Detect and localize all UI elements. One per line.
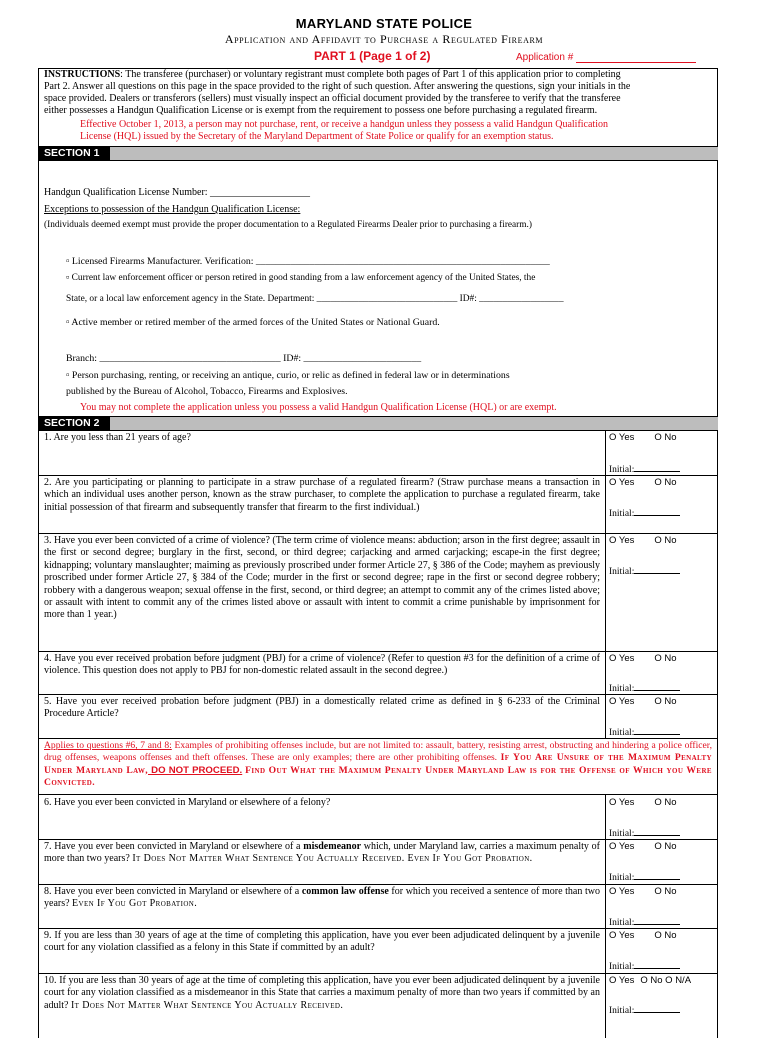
initial-label: Initial: [609, 873, 635, 883]
question-10: 10. If you are less than 30 years of age at the time of completing this application, have you ever been adjudicated delinquent by a juvenile court for any violation classified as a misdemeanor in this State that carries a maximum penalty of more than two years if committed by an adult? It Does Not Matter What Sentence You Actually Received. [44, 975, 600, 1011]
part-indicator: PART 1 (Page 1 of 2) [314, 49, 431, 63]
question-8-initial[interactable] [609, 916, 680, 928]
row-divider [38, 928, 718, 929]
hql-warning: You may not complete the application unless you possess a valid Handgun Qualification License (HQL) or are exempt. [80, 402, 557, 413]
question-10-options[interactable] [609, 975, 691, 986]
yes-radio[interactable]: O Yes [609, 841, 635, 852]
row-divider [38, 475, 718, 476]
question-4: 4. Have you ever received probation before judgment (PBJ) for a crime of violence? (Refer to question #3 for the definition of a crime of violence. This question does not apply to PBJ for non-domestic related assault in the second degree.) [44, 653, 600, 677]
row-divider [38, 884, 718, 885]
question-2-initial[interactable] [609, 507, 680, 519]
row-divider [38, 839, 718, 840]
no-radio[interactable]: O No [654, 797, 677, 808]
yes-radio[interactable]: O Yes [609, 696, 635, 707]
instructions-label: INSTRUCTIONS [44, 69, 121, 80]
armed-forces-option[interactable]: ▫ Active member or retired member of the armed forces of the United States or National Guard. [66, 317, 440, 328]
hql-number-field[interactable]: Handgun Qualification License Number: ____________________ [44, 187, 311, 198]
question-6-options[interactable] [609, 797, 677, 808]
question-9-initial[interactable] [609, 960, 680, 972]
question-4-options[interactable] [609, 653, 677, 664]
instructions-line-3: space provided. Dealers or transferors (sellers) must visually inspect an official document provided by the transferee to verify that the transferee [44, 93, 621, 104]
yes-radio[interactable]: O Yes [609, 797, 635, 808]
section-1-bar [38, 146, 718, 161]
initial-label: Initial: [609, 829, 635, 839]
initial-label: Initial: [609, 728, 635, 738]
question-8-options[interactable] [609, 886, 677, 897]
hql-notice-line-2: License (HQL) issued by the Secretary of the Maryland Department of State Police or qualify for an exemption status. [80, 131, 554, 142]
question-5: 5. Have you ever received probation before judgment (PBJ) in a domestically related crime as defined in § 6-233 of the Criminal Procedure Article? [44, 696, 600, 720]
no-radio[interactable]: O No [654, 653, 677, 664]
initial-line[interactable] [634, 463, 680, 472]
question-3-options[interactable] [609, 535, 677, 546]
no-radio[interactable]: O No [654, 841, 677, 852]
question-7-initial[interactable] [609, 871, 680, 883]
initial-line[interactable] [634, 827, 680, 836]
no-radio[interactable]: O No [654, 535, 677, 546]
initial-line[interactable] [634, 726, 680, 735]
question-7: 7. Have you ever been convicted in Maryland or elsewhere of a misdemeanor which, under Maryland law, carries a maximum penalty of more than two years? It Does Not Matter What Sentence You Actually Received. Even If You Got Probation. [44, 841, 600, 865]
law-enforcement-department-line[interactable]: State, or a local law enforcement agency in the State. Department: ______________________________ ID#: __________________ [66, 294, 564, 304]
initial-line[interactable] [634, 916, 680, 925]
question-8: 8. Have you ever been convicted in Maryland or elsewhere of a common law offense for which you received a sentence of more than two years? Even If You Got Probation. [44, 886, 601, 910]
question-3-initial[interactable] [609, 565, 680, 577]
exceptions-note: (Individuals deemed exempt must provide the proper documentation to a Regulated Firearms Dealer prior to purchasing a firearm.) [44, 220, 532, 230]
form-title: Application and Affidavit to Purchase a Regulated Firearm [224, 32, 544, 46]
instructions-line-1: INSTRUCTIONS: The transferee (purchaser) or voluntary registrant must complete both pages of Part 1 of this application prior to completing [44, 69, 621, 80]
initial-label: Initial: [609, 1006, 635, 1016]
instructions-line-2: Part 2. Answer all questions on this page in the space provided to the right of such question. After answering the questions, sign your initials in the [44, 81, 631, 92]
row-divider [38, 973, 718, 974]
initial-label: Initial: [609, 962, 635, 972]
do-not-proceed: DO NOT PROCEED. [148, 764, 243, 776]
yes-radio[interactable]: O Yes [609, 535, 635, 546]
antique-curio-line-2: published by the Bureau of Alcohol, Tobacco, Firearms and Explosives. [66, 386, 348, 397]
no-radio[interactable]: O No [654, 930, 677, 941]
yes-radio[interactable]: O Yes [609, 886, 635, 897]
agency-title: MARYLAND STATE POLICE [295, 16, 473, 31]
no-radio[interactable]: O No [654, 477, 677, 488]
initial-label: Initial: [609, 465, 635, 475]
question-6: 6. Have you ever been convicted in Maryland or elsewhere of a felony? [44, 797, 331, 808]
yes-radio[interactable]: O Yes [609, 432, 635, 443]
instructions-line-4: either possesses a Handgun Qualification License or is exempt from the requirement to possess one before purchasing a regulated firearm. [44, 105, 598, 116]
initial-line[interactable] [634, 1004, 680, 1013]
question-2: 2. Are you participating or planning to participate in a straw purchase of a regulated firearm? (Straw purchase means a transaction in which an individual uses another person, known as the straw purchaser, to complete the application to purchase a regulated firearm, take initial possession of that firearm and subsequently transfer that firearm to the first individual.) [44, 477, 600, 513]
row-divider [38, 694, 718, 695]
initial-line[interactable] [634, 871, 680, 880]
row-divider [38, 533, 718, 534]
question-2-options[interactable] [609, 477, 677, 488]
yes-radio[interactable]: O Yes [609, 975, 635, 986]
question-1-initial[interactable] [609, 463, 680, 475]
question-9: 9. If you are less than 30 years of age at the time of completing this application, have you ever been adjudicated delinquent by a juvenile court for any violation classified as a felony in this State if committed by an adult? [44, 930, 600, 954]
initial-label: Initial: [609, 684, 635, 694]
hql-notice-line-1: Effective October 1, 2013, a person may not purchase, rent, or receive a handgun unless they possess a valid Handgun Qualification [80, 119, 608, 130]
answer-column-divider-2 [605, 794, 606, 1038]
question-7-options[interactable] [609, 841, 677, 852]
question-6-initial[interactable] [609, 827, 680, 839]
no-radio[interactable]: O No [654, 432, 677, 443]
branch-id-line[interactable]: Branch: _____________________________________ ID#: ________________________ [66, 353, 422, 364]
section-2-bar [38, 416, 718, 431]
section-1-title: SECTION 1 [38, 147, 110, 160]
initial-label: Initial: [609, 509, 635, 519]
row-divider [38, 651, 718, 652]
no-radio[interactable]: O No [654, 886, 677, 897]
question-5-initial[interactable] [609, 726, 680, 738]
question-4-initial[interactable] [609, 682, 680, 694]
yes-radio[interactable]: O Yes [609, 653, 635, 664]
antique-curio-option[interactable]: ▫ Person purchasing, renting, or receiving an antique, curio, or relic as defined in federal law or in determinations [66, 370, 510, 381]
question-1: 1. Are you less than 21 years of age? [44, 432, 191, 443]
prohibiting-offenses-note: Applies to questions #6, 7 and 8: Examples of prohibiting offenses include, but are not limited to: assault, battery, resisting arrest, obstructing and hindering a police officer, drug offenses, weapons offenses and theft offenses. These are only examples; there are other prohibiting offenses. If You Are Unsure of the Maximum Penalty Under Maryland Law, DO NOT PROCEED. Find Out What the Maximum Penalty Under Maryland Law is for the Offense of Which you Were Convicted. [44, 740, 713, 789]
question-9-options[interactable] [609, 930, 677, 941]
answer-column-divider-1 [605, 430, 606, 738]
yes-radio[interactable]: O Yes [609, 930, 635, 941]
row-divider [38, 738, 718, 739]
no-radio[interactable]: O No [654, 696, 677, 707]
application-number-label: Application # [516, 52, 574, 63]
question-1-options[interactable] [609, 432, 677, 443]
application-number-blank[interactable] [576, 53, 696, 63]
application-number-field[interactable] [516, 52, 696, 63]
question-3: 3. Have you ever been convicted of a crime of violence? (The term crime of violence means: abduction; arson in the first degree; assault in the first or second degree; burglary in the first, second, or third degree; carjacking and armed carjacking; escape-in the first degree; kidnapping; voluntary manslaughter; maiming as previously proscribed under former Article 27, § 386 of the Code; mayhem as previously proscribed under former Article 27, § 384 of the Code; murder in the first or second degree; rape in the first or second degree robbery; robbery with a dangerous weapon; sexual offense in the first, second, or third degree; an attempt to commit any of the crimes listed above; or assault with intent to commit any of the crimes listed above or assault with intent to commit a crime punishable by imprisonment for more than 1 year.) [44, 535, 600, 621]
yes-radio[interactable]: O Yes [609, 477, 635, 488]
licensed-manufacturer-option[interactable]: ▫ Licensed Firearms Manufacturer. Verification: ____________________________________________________________ [66, 256, 550, 267]
question-10-initial[interactable] [609, 1004, 680, 1016]
applies-label: Applies to questions #6, 7 and 8: [44, 740, 172, 751]
initial-line[interactable] [634, 960, 680, 969]
section-2-title: SECTION 2 [38, 417, 110, 430]
question-5-options[interactable] [609, 696, 677, 707]
initial-line[interactable] [634, 507, 680, 516]
initial-label: Initial: [609, 918, 635, 928]
initial-line[interactable] [634, 682, 680, 691]
initial-label: Initial: [609, 567, 635, 577]
law-enforcement-option[interactable]: ▫ Current law enforcement officer or person retired in good standing from a law enforcement agency of the United States, the [66, 273, 536, 283]
exceptions-heading: Exceptions to possession of the Handgun Qualification License: [44, 204, 301, 215]
initial-line[interactable] [634, 565, 680, 574]
row-divider [38, 794, 718, 795]
no-na-radio[interactable]: O No O N/A [640, 975, 692, 986]
